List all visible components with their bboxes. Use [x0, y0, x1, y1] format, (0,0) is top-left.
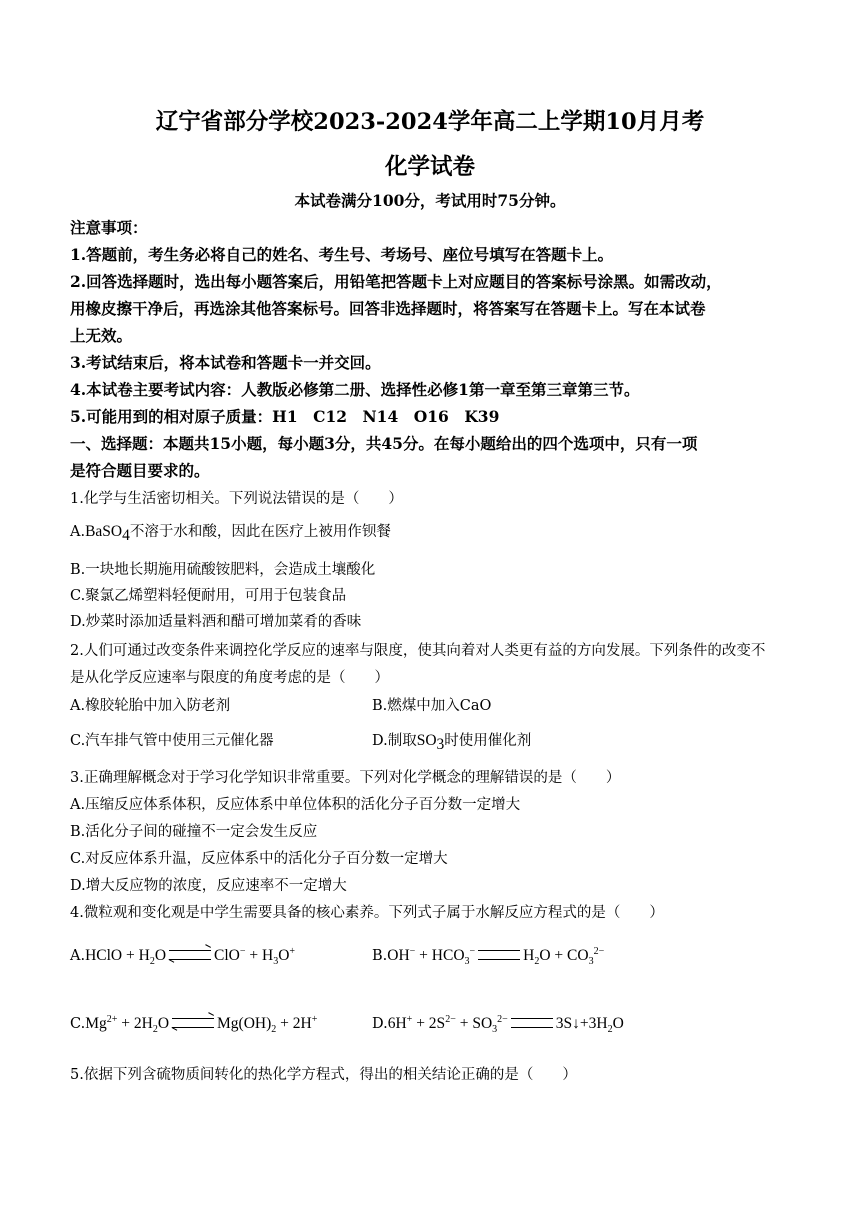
q2-d-text: 时使用催化剂	[444, 733, 532, 749]
q4-option-c	[70, 1014, 317, 1035]
q1-a-label: A.	[70, 524, 86, 540]
note-item: 3.考试结束后，将本试卷和答题卡一并交回。	[70, 353, 381, 372]
q1-option-b: B.一块地长期施用硫酸铵肥料，会造成土壤酸化	[70, 562, 376, 578]
q4-c-left: $Mg^{2+} + 2H_2O$	[85, 1014, 170, 1036]
q4-option-a	[70, 946, 295, 967]
q1-a-sub: 4	[122, 526, 130, 544]
q4-d-left: $6H^+ + 2S^{2-} + SO_3^{2-}$	[387, 1014, 508, 1036]
q4-b-right: $H_2O + CO_3^{2-}$	[523, 946, 605, 968]
q2-d-formula: SO	[416, 732, 437, 749]
q4-b-label: B.	[372, 948, 388, 965]
q4-option-b	[372, 946, 604, 967]
equals-sign-icon	[511, 1017, 553, 1031]
q4-stem: 4.微粒观和变化观是中学生需要具备的核心素养。下列式子属于水解反应方程式的是（ ）	[70, 905, 664, 921]
equals-sign-icon	[478, 949, 520, 963]
q2-option-b: B.燃煤中加入CaO	[372, 698, 492, 714]
q5-stem: 5.依据下列含硫物质间转化的热化学方程式，得出的相关结论正确的是（ ）	[70, 1067, 577, 1083]
exam-subject: 化学试卷	[384, 154, 475, 180]
q4-a-left: HClO + $H_2O$	[85, 947, 167, 968]
exam-title: 辽宁省部分学校2023-2024学年高二上学期10月月考	[155, 109, 705, 135]
note-item: 4.本试卷主要考试内容：人教版必修第二册、选择性必修1第一章至第三章第三节。	[70, 380, 640, 399]
q4-d-label: D.	[372, 1016, 388, 1033]
q3-option-d: D.增大反应物的浓度，反应速率不一定增大	[70, 878, 347, 894]
q2-option-c: C.汽车排气管中使用三元催化器	[70, 733, 274, 749]
q4-b-left: $OH^- + HCO_3^-$	[387, 946, 476, 968]
note-item: 5.可能用到的相对原子质量：H1 C12 N14 O16 K39	[70, 407, 500, 426]
q2-stem-line1: 2.人们可通过改变条件来调控化学反应的速率与限度，使其向着对人类更有益的方向发展。下列条件的改变不	[70, 643, 766, 659]
q1-option-d: D.炒菜时添加适量料酒和醋可增加菜肴的香味	[70, 614, 362, 630]
reversible-arrow-icon	[169, 949, 211, 963]
q1-a-formula: BaSO	[85, 523, 123, 540]
note-item: 用橡皮擦干净后，再选涂其他答案标号。回答非选择题时，将答案写在答题卡上。写在本试卷	[70, 299, 706, 318]
q2-option-d	[372, 729, 531, 754]
q3-option-a: A.压缩反应体系体积，反应体系中单位体积的活化分子百分数一定增大	[70, 797, 521, 813]
note-item: 2.回答选择题时，选出每小题答案后，用铅笔把答题卡上对应题目的答案标号涂黑。如需改动，	[70, 272, 722, 291]
reversible-arrow-icon	[172, 1017, 214, 1031]
q2-option-a: A.橡胶轮胎中加入防老剂	[70, 698, 231, 714]
q2-d-sub: 3	[436, 735, 445, 753]
note-item: 1.答题前，考生务必将自己的姓名、考生号、考场号、座位号填写在答题卡上。	[70, 245, 614, 264]
q1-a-text: 不溶于水和酸，因此在医疗上被用作钡餐	[129, 524, 391, 540]
q4-option-d	[372, 1014, 624, 1035]
q1-option-c: C.聚氯乙烯塑料轻便耐用，可用于包装食品	[70, 588, 347, 604]
q4-c-right: $Mg(OH)_2 + 2H^+$	[217, 1014, 318, 1036]
section-heading-cont: 是符合题目要求的。	[70, 461, 210, 480]
q3-option-b: B.活化分子间的碰撞不一定会发生反应	[70, 824, 318, 840]
notes-heading: 注意事项：	[70, 218, 148, 237]
q2-stem-line2: 是从化学反应速率与限度的角度考虑的是（ ）	[70, 670, 389, 686]
q4-a-right: $ClO^- + H_3O^+$	[214, 946, 296, 968]
q1-option-a	[70, 520, 391, 545]
note-item: 上无效。	[70, 326, 133, 345]
exam-info: 本试卷满分100分，考试用时75分钟。	[294, 191, 566, 210]
q2-d-prefix: D.制取	[372, 733, 417, 749]
q4-c-label: C.	[70, 1016, 86, 1033]
section-heading: 一、选择题：本题共15小题，每小题3分，共45分。在每小题给出的四个选项中，只有一项	[70, 434, 698, 453]
q3-option-c: C.对反应体系升温，反应体系中的活化分子百分数一定增大	[70, 851, 448, 867]
q3-stem: 3.正确理解概念对于学习化学知识非常重要。下列对化学概念的理解错误的是（ ）	[70, 770, 621, 786]
q1-stem: 1.化学与生活密切相关。下列说法错误的是（ ）	[70, 491, 403, 507]
q4-d-right: $3S↓+3H_2O$	[555, 1015, 624, 1036]
q4-a-label: A.	[70, 948, 86, 965]
